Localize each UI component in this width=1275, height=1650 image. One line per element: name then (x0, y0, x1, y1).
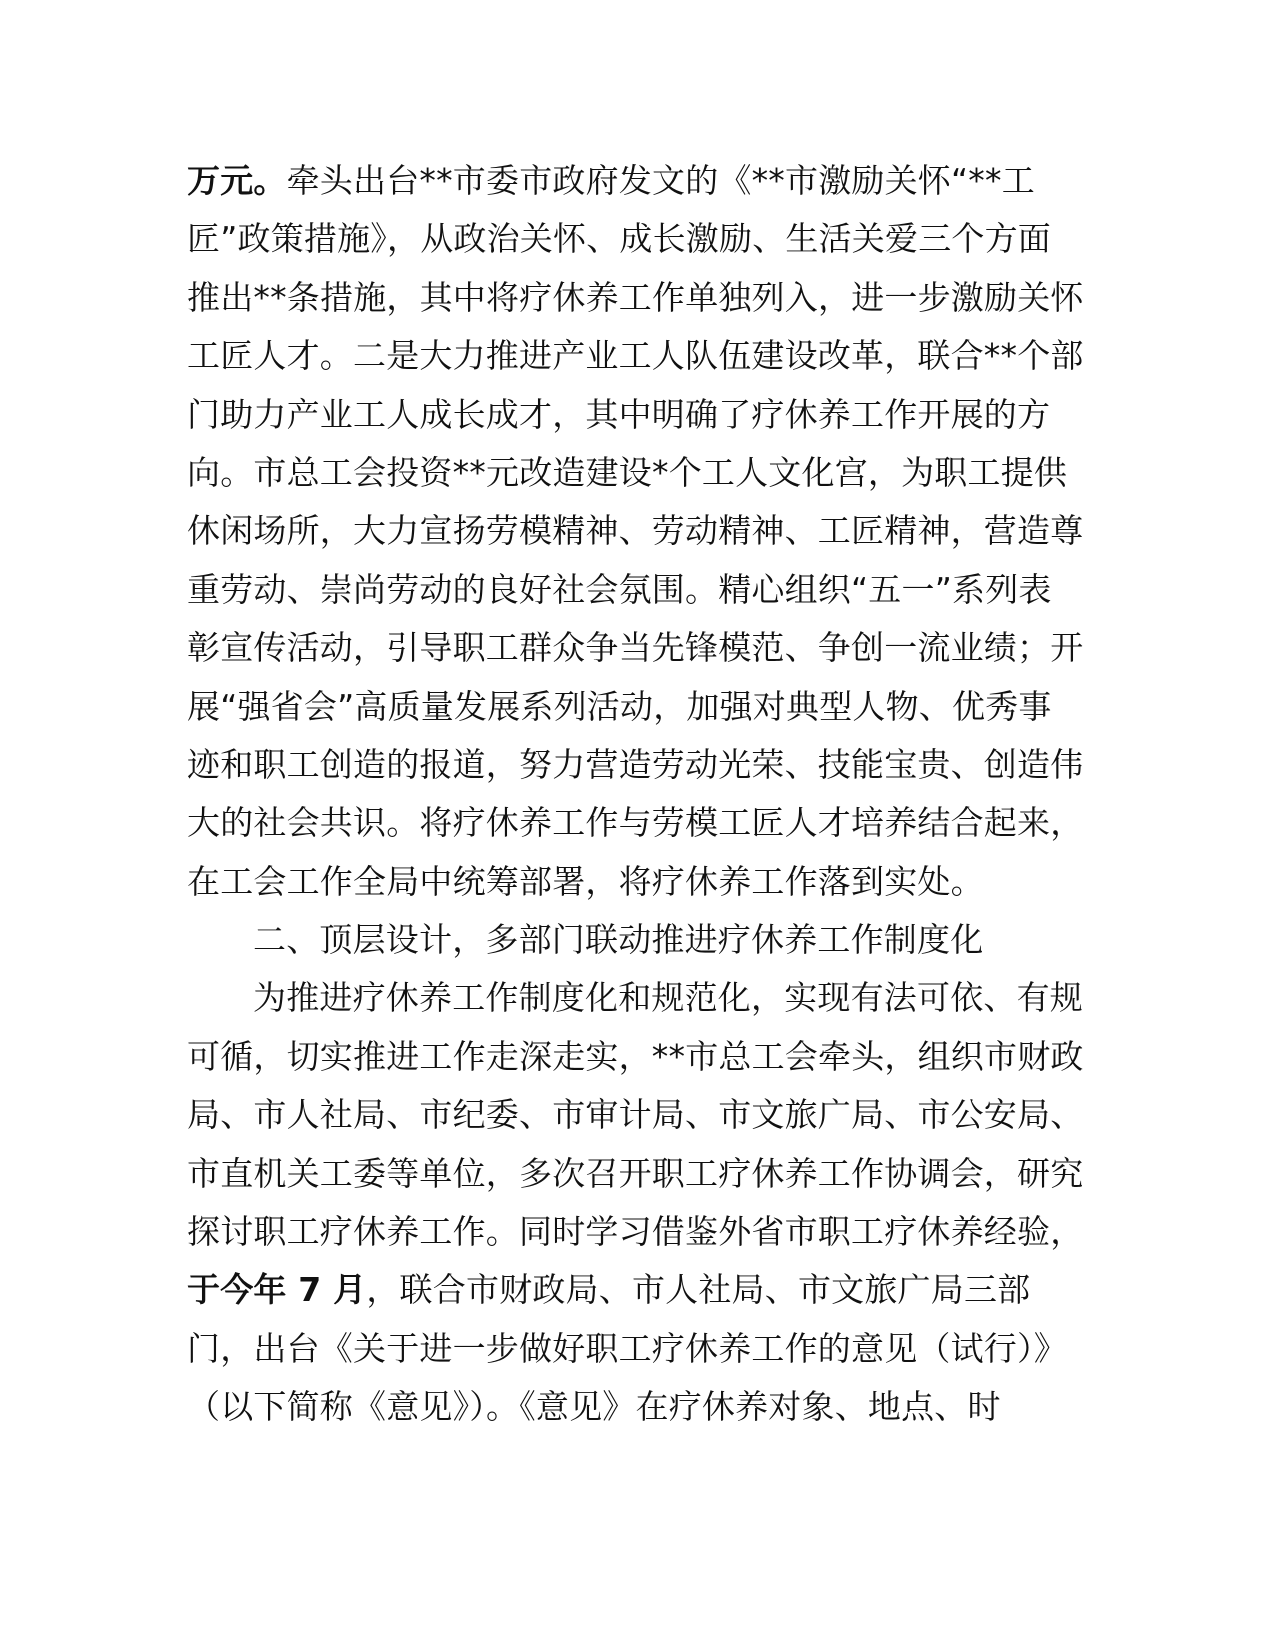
paragraph-1-line-13: 在工会工作全局中统筹部署，将疗休养工作落到实处。 (187, 861, 984, 901)
paragraph-1-line-12: 大的社会共识。将疗休养工作与劳模工匠人才培养结合起来， (187, 803, 1084, 843)
bold-text: 万元。 (187, 161, 287, 200)
paragraph-2-line-2: 可循，切实推进工作走深走实，**市总工会牵头，组织市财政 (187, 1036, 1084, 1076)
paragraph-2-line-3: 局、市人社局、市纪委、市审计局、市文旅广局、市公安局、 (187, 1095, 1084, 1135)
paragraph-2-line-4: 市直机关工委等单位，多次召开职工疗休养工作协调会，研究 (187, 1153, 1084, 1193)
paragraph-1-line-3: 推出**条措施，其中将疗休养工作单独列入，进一步激励关怀 (187, 277, 1084, 317)
paragraph-2-line-7: 门，出台《关于进一步做好职工疗休养工作的意见（试行）》 (187, 1328, 1067, 1368)
paragraph-1-line-8: 重劳动、崇尚劳动的良好社会氛围。精心组织“五一”系列表 (187, 569, 1052, 609)
paragraph-1-line-4: 工匠人才。二是大力推进产业工人队伍建设改革，联合**个部 (187, 336, 1084, 376)
paragraph-1-line-1 (187, 152, 1087, 210)
paragraph-2-line-6 (187, 1261, 1087, 1319)
paragraph-2-line-8: （以下简称《意见》）。《意见》在疗休养对象、地点、时 (187, 1387, 1001, 1427)
bold-text: 于今年 7 月 (187, 1270, 367, 1310)
paragraph-1-line-2: 匠”政策措施》，从政治关怀、成长激励、生活关爱三个方面 (187, 219, 1051, 259)
section-heading: 二、顶层设计，多部门联动推进疗休养工作制度化 (253, 920, 984, 960)
paragraph-1-line-6: 向。市总工会投资**元改造建设*个工人文化宫，为职工提供 (187, 452, 1068, 492)
paragraph-2-line-1: 为推进疗休养工作制度化和规范化，实现有法可依、有规 (253, 978, 1083, 1018)
body-text: 牵头出台**市委市政府发文的《**市激励关怀“**工 (286, 161, 1035, 200)
paragraph-1-line-7: 休闲场所，大力宣扬劳模精神、劳动精神、工匠精神，营造尊 (187, 511, 1084, 551)
paragraph-1-line-10: 展“强省会”高质量发展系列活动，加强对典型人物、优秀事 (187, 686, 1052, 726)
paragraph-2-line-5: 探讨职工疗休养工作。同时学习借鉴外省市职工疗休养经验， (187, 1212, 1084, 1252)
document-body (187, 152, 1087, 1437)
paragraph-1-line-9: 彰宣传活动，引导职工群众争当先锋模范、争创一流业绩；开 (187, 628, 1084, 668)
paragraph-1-line-5: 门助力产业工人成长成才，其中明确了疗休养工作开展的方 (187, 394, 1051, 434)
paragraph-1-line-11: 迹和职工创造的报道，努力营造劳动光荣、技能宝贵、创造伟 (187, 744, 1084, 784)
body-text: ，联合市财政局、市人社局、市文旅广局三部 (366, 1270, 1031, 1310)
